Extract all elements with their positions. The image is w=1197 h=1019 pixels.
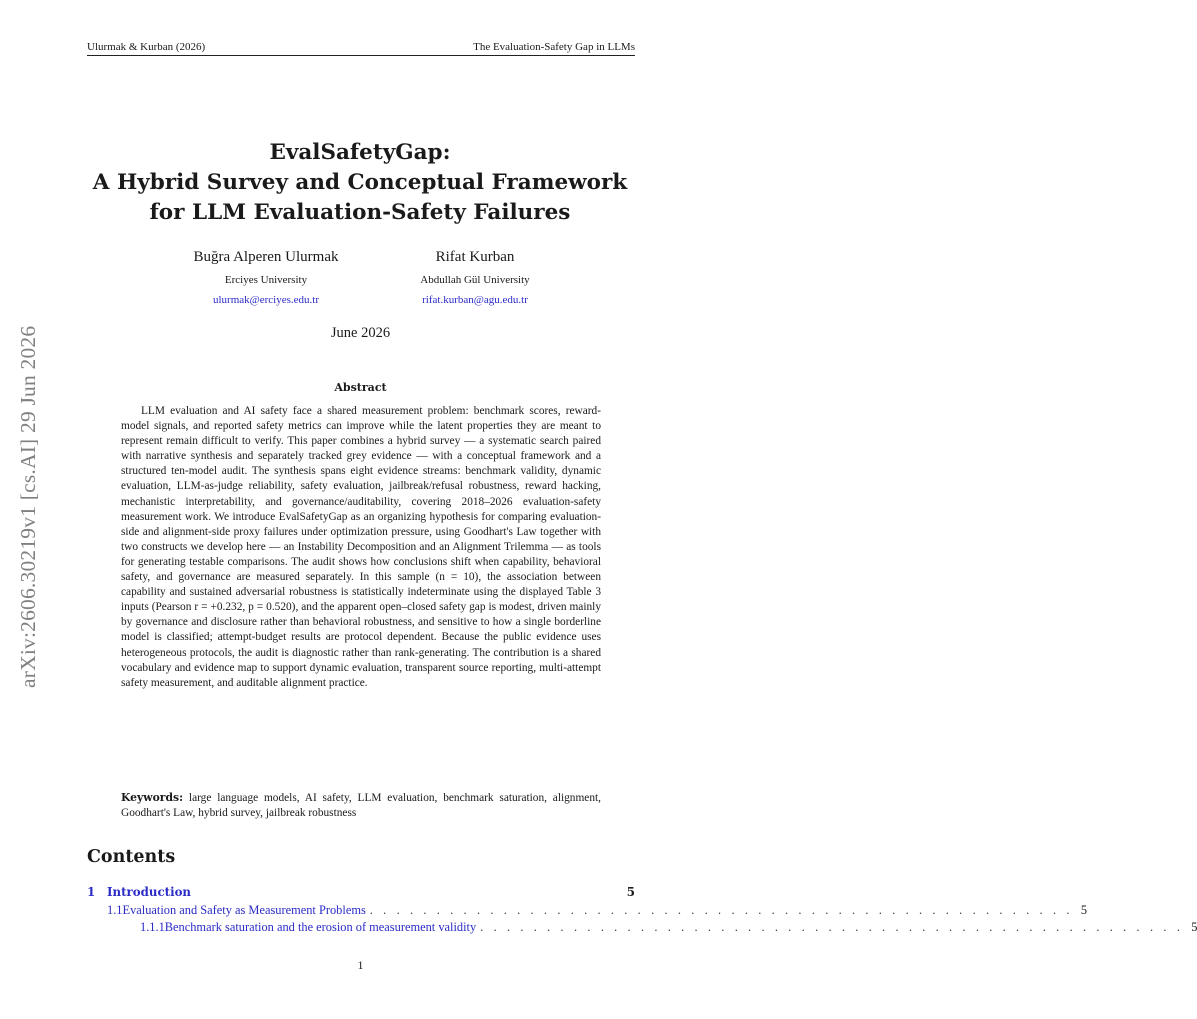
toc-number: 1.1.1 (140, 920, 165, 934)
author-1 (156, 247, 376, 308)
paper-title (60, 138, 660, 228)
toc-entry-subsubsection[interactable] (87, 919, 1197, 937)
toc-page: 5 (626, 885, 635, 899)
toc-leader: . . . . . . . . . . . . . . . . . . . . . . . . . . . . . . . . . . . . . . . . . . . . . . . . . . . . . (480, 920, 1184, 934)
keywords-paragraph (121, 790, 601, 821)
keywords-text: large language models, AI safety, LLM evaluation, benchmark saturation, alignment, Goodhart's Law, hybrid survey, jailbreak robustness (121, 792, 601, 820)
publication-date: June 2026 (330, 325, 391, 341)
toc-page: 5 (1191, 920, 1197, 934)
toc-entry-subsection[interactable] (87, 902, 1088, 920)
author-email-link[interactable]: ulurmak@erciyes.edu.tr (212, 294, 320, 306)
arxiv-side-stamp: arXiv:2606.30219v1 [cs.AI] 29 Jun 2026 (16, 325, 40, 688)
table-of-contents (87, 884, 1197, 937)
header-short-title: The Evaluation-Safety Gap in LLMs (473, 41, 635, 53)
toc-title-link[interactable]: Evaluation and Safety as Measurement Problems (122, 902, 366, 917)
author-2 (365, 247, 585, 308)
author-affiliation: Erciyes University (224, 274, 308, 286)
contents-heading: Contents (87, 847, 176, 867)
title-line-2: A Hybrid Survey and Conceptual Framework (92, 170, 628, 195)
toc-entry-section[interactable] (87, 884, 635, 902)
author-email-link[interactable]: rifat.kurban@agu.edu.tr (422, 294, 528, 306)
header-authors: Ulurmak & Kurban (2026) (87, 41, 206, 53)
toc-leader: . . . . . . . . . . . . . . . . . . . . . . . . . . . . . . . . . . . . . . . . . . . . . . . . . . . . . (369, 902, 1074, 917)
author-affiliation: Abdullah Gül University (420, 274, 530, 286)
abstract-text: LLM evaluation and AI safety face a shared measurement problem: benchmark scores, reward-model signals, and reported safety metrics can improve while the latent properties they are meant to represent remain difficult to verify. This paper combines a hybrid survey — a systematic search paired with narrative synthesis and separately tracked grey evidence — with a conceptual framework and a structured ten-model audit. The synthesis spans eight evidence streams: benchmark validity, dynamic evaluation, LLM-as-judge reliability, safety evaluation, jailbreak/refusal robustness, reward hacking, mechanistic interpretability, and governance/auditability, covering 2018–2026 evaluation-safety measurement work. We introduce EvalSafetyGap as an organizing hypothesis for comparing evaluation-side and alignment-side proxy failures under optimization pressure, using Goodhart's Law together with two constructs we develop here — an Instability Decomposition and an Alignment Trilemma — as tools for generating testable comparisons. The audit shows how conclusions shift when capability, behavioral safety, and governance are measured separately. In this sample (n = 10), the association between capability and sustained adversarial robustness is statistically indeterminate using the displayed Table 3 inputs (Pearson r = +0.232, p = 0.520), and the apparent open–closed safety gap is modest, driven mainly by governance and disclosure rather than behavioral robustness, and sensitive to how a single borderline model is classified; attempt-budget results are protocol dependent. Because the public evidence uses heterogeneous protocols, the audit is diagnostic rather than rank-generating. The contribution is a shared vocabulary and evidence map to support dynamic evaluation, transparent source reporting, multi-attempt safety measurement, and auditable alignment practice. (121, 405, 601, 689)
toc-number: 1 (87, 885, 96, 899)
abstract-heading: Abstract (334, 381, 387, 394)
title-line-1: EvalSafetyGap: (269, 140, 451, 165)
author-name: Buğra Alperen Ulurmak (193, 249, 339, 265)
toc-page: 5 (1080, 902, 1088, 917)
page-number: 1 (357, 958, 364, 972)
toc-title-link[interactable]: Introduction (107, 885, 192, 899)
toc-title-link[interactable]: Benchmark saturation and the erosion of measurement validity (164, 920, 477, 934)
title-line-3: for LLM Evaluation-Safety Failures (149, 200, 571, 225)
running-header (87, 39, 635, 56)
toc-number: 1.1 (107, 902, 123, 917)
keywords-label: Keywords: (121, 791, 184, 804)
author-name: Rifat Kurban (435, 249, 515, 265)
